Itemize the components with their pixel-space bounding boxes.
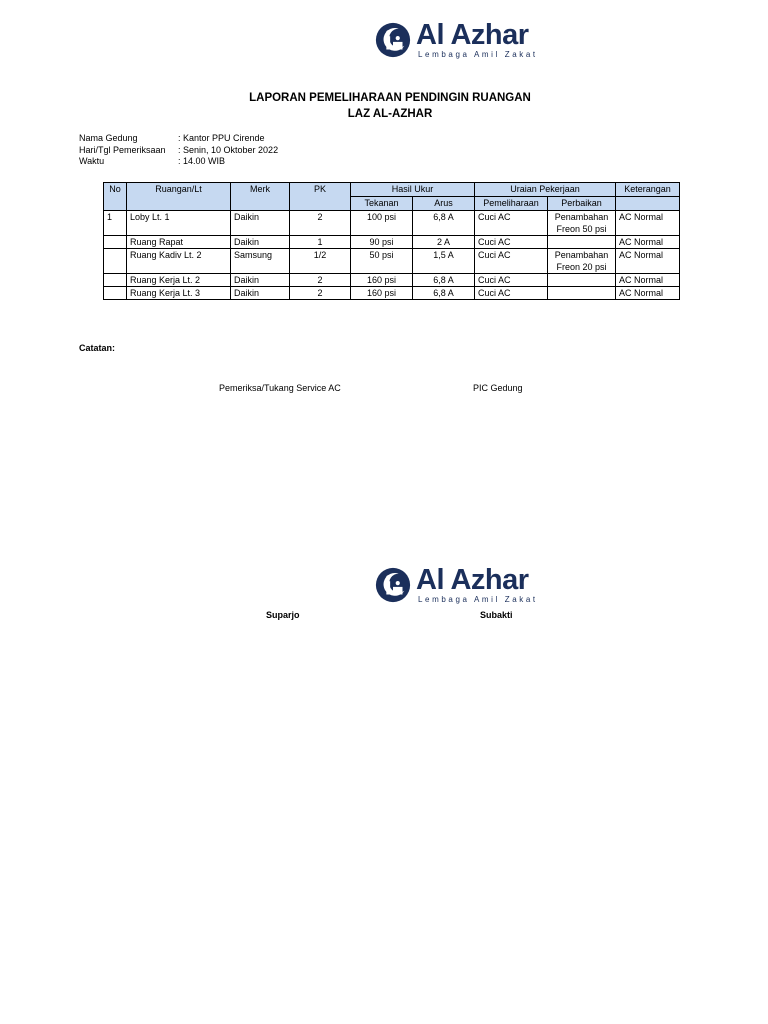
cell-pk: 1 xyxy=(290,236,351,249)
stamp-logo xyxy=(374,565,538,605)
header-no: No xyxy=(104,183,127,211)
cell-no: 1 xyxy=(104,211,127,236)
cell-perbaikan xyxy=(548,236,616,249)
cell-pk: 2 xyxy=(290,211,351,236)
cell-arus: 6,8 A xyxy=(413,211,475,236)
signature-name-pic: Subakti xyxy=(480,610,513,620)
cell-no xyxy=(104,236,127,249)
header-pk: PK xyxy=(290,183,351,211)
info-label: Waktu xyxy=(79,156,105,166)
cell-ruangan: Ruang Rapat xyxy=(127,236,231,249)
table-body xyxy=(104,211,680,300)
report-title: LAPORAN PEMELIHARAAN PENDINGIN RUANGAN xyxy=(249,92,531,104)
cell-arus: 6,8 A xyxy=(413,274,475,287)
logo-name: Al Azhar xyxy=(416,564,529,596)
report-info xyxy=(79,133,278,168)
cell-pk: 2 xyxy=(290,287,351,300)
cell-tekanan: 100 psi xyxy=(351,211,413,236)
cell-no xyxy=(104,274,127,287)
cell-pk: 1/2 xyxy=(290,249,351,274)
info-value: : Kantor PPU Cirende xyxy=(178,133,265,143)
cell-keterangan: AC Normal xyxy=(616,287,680,300)
signature-name-inspector: Suparjo xyxy=(266,610,300,620)
header-tekanan: Tekanan xyxy=(351,197,413,211)
cell-arus: 2 A xyxy=(413,236,475,249)
header-ruangan: Ruangan/Lt xyxy=(127,183,231,211)
header-arus: Arus xyxy=(413,197,475,211)
cell-perbaikan xyxy=(548,287,616,300)
table-row xyxy=(104,211,680,236)
header-merk: Merk xyxy=(231,183,290,211)
cell-pk: 2 xyxy=(290,274,351,287)
cell-tekanan: 160 psi xyxy=(351,287,413,300)
cell-merk: Daikin xyxy=(231,211,290,236)
info-row-time xyxy=(79,156,278,168)
info-row-building xyxy=(79,133,278,145)
cell-no xyxy=(104,249,127,274)
cell-perbaikan: Penambahan Freon 50 psi xyxy=(548,211,616,236)
header-uraian: Uraian Pekerjaan xyxy=(475,183,616,197)
logo-tagline: Lembaga Amil Zakat xyxy=(418,595,538,604)
header-keterangan: Keterangan xyxy=(616,183,680,197)
cell-pemeliharaan: Cuci AC xyxy=(475,287,548,300)
table-row xyxy=(104,287,680,300)
cell-ruangan: Ruang Kerja Lt. 2 xyxy=(127,274,231,287)
cell-ruangan: Loby Lt. 1 xyxy=(127,211,231,236)
al-azhar-logo-icon xyxy=(374,21,412,59)
header-perbaikan: Perbaikan xyxy=(548,197,616,211)
cell-tekanan: 50 psi xyxy=(351,249,413,274)
cell-keterangan: AC Normal xyxy=(616,236,680,249)
header-keterangan-sub xyxy=(616,197,680,211)
maintenance-table xyxy=(103,182,680,300)
info-label: Hari/Tgl Pemeriksaan xyxy=(79,144,166,155)
info-label: Nama Gedung xyxy=(79,133,138,143)
cell-keterangan: AC Normal xyxy=(616,249,680,274)
cell-perbaikan xyxy=(548,274,616,287)
info-row-date xyxy=(79,145,278,157)
cell-pemeliharaan: Cuci AC xyxy=(475,211,548,236)
cell-ruangan: Ruang Kadiv Lt. 2 xyxy=(127,249,231,274)
header-hasil-ukur: Hasil Ukur xyxy=(351,183,475,197)
al-azhar-logo-icon xyxy=(374,566,412,604)
cell-tekanan: 160 psi xyxy=(351,274,413,287)
notes-label: Catatan: xyxy=(79,343,116,353)
signature-role-inspector: Pemeriksa/Tukang Service AC xyxy=(219,383,341,393)
header-pemeliharaan: Pemeliharaan xyxy=(475,197,548,211)
cell-tekanan: 90 psi xyxy=(351,236,413,249)
cell-perbaikan: Penambahan Freon 20 psi xyxy=(548,249,616,274)
cell-pemeliharaan: Cuci AC xyxy=(475,249,548,274)
info-value: : 14.00 WIB xyxy=(178,156,226,166)
cell-merk: Daikin xyxy=(231,236,290,249)
table-row xyxy=(104,249,680,274)
cell-merk: Daikin xyxy=(231,274,290,287)
logo-name: Al Azhar xyxy=(416,19,529,51)
cell-ruangan: Ruang Kerja Lt. 3 xyxy=(127,287,231,300)
cell-merk: Samsung xyxy=(231,249,290,274)
cell-arus: 1,5 A xyxy=(413,249,475,274)
info-value: : Senin, 10 Oktober 2022 xyxy=(178,144,279,155)
table-row xyxy=(104,274,680,287)
cell-pemeliharaan: Cuci AC xyxy=(475,236,548,249)
cell-keterangan: AC Normal xyxy=(616,211,680,236)
cell-pemeliharaan: Cuci AC xyxy=(475,274,548,287)
cell-arus: 6,8 A xyxy=(413,287,475,300)
report-subtitle: LAZ AL-AZHAR xyxy=(347,108,433,120)
logo-tagline: Lembaga Amil Zakat xyxy=(418,50,538,59)
cell-keterangan: AC Normal xyxy=(616,274,680,287)
signature-role-pic: PIC Gedung xyxy=(473,383,523,393)
logo xyxy=(374,20,538,60)
cell-no xyxy=(104,287,127,300)
table-row xyxy=(104,236,680,249)
cell-merk: Daikin xyxy=(231,287,290,300)
